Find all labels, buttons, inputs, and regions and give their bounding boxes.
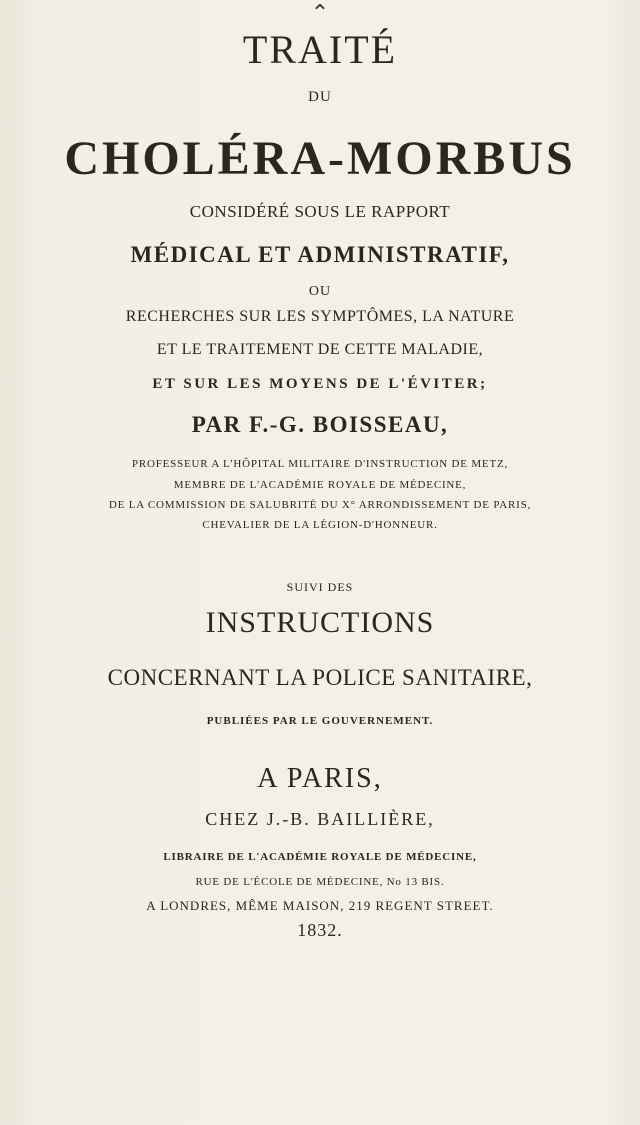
subtitle-traitement: ET LE TRAITEMENT DE CETTE MALADIE, [156,341,484,358]
author-name: PAR F.-G. BOISSEAU, [191,412,449,437]
publiees-line: PUBLIÉES PAR LE GOUVERNEMENT. [206,715,434,727]
title-du: DU [308,89,332,105]
imprint-publisher: CHEZ J.-B. BAILLIÈRE, [205,809,435,829]
title-cholera-morbus: CHOLÉRA-MORBUS [64,132,576,185]
imprint-city: A PARIS, [257,763,383,794]
imprint-year: 1832. [297,920,343,940]
subtitle-moyens: ET SUR LES MOYENS DE L'ÉVITER; [152,376,488,392]
subtitle-recherches: RECHERCHES SUR LES SYMPTÔMES, LA NATURE [125,308,515,325]
subtitle-medical: MÉDICAL ET ADMINISTRATIF, [130,242,510,267]
suivi-des: SUIVI DES [286,580,354,594]
ornament: ⌃ [310,0,330,25]
author-title: PROFESSEUR A L'HÔPITAL MILITAIRE D'INSTRUCTION DE METZ, [131,458,509,470]
subtitle-considere: CONSIDÉRÉ SOUS LE RAPPORT [189,202,451,221]
author-title: DE LA COMMISSION DE SALUBRITÉ DU X° ARRONDISSEMENT DE PARIS, [108,499,532,511]
author-title: MEMBRE DE L'ACADÉMIE ROYALE DE MÉDECINE, [173,479,467,491]
instructions-heading: INSTRUCTIONS [205,606,435,639]
concernant-heading: CONCERNANT LA POLICE SANITAIRE, [107,665,533,690]
subtitle-ou: OU [308,284,332,299]
author-title: CHEVALIER DE LA LÉGION-D'HONNEUR. [202,519,438,531]
imprint-london: A LONDRES, MÊME MAISON, 219 REGENT STREET. [146,898,494,913]
title-traite: TRAITÉ [242,27,398,72]
imprint-address: RUE DE L'ÉCOLE DE MÉDECINE, No 13 BIS. [195,876,445,888]
imprint-libraire: LIBRAIRE DE L'ACADÉMIE ROYALE DE MÉDECINE, [163,851,477,863]
